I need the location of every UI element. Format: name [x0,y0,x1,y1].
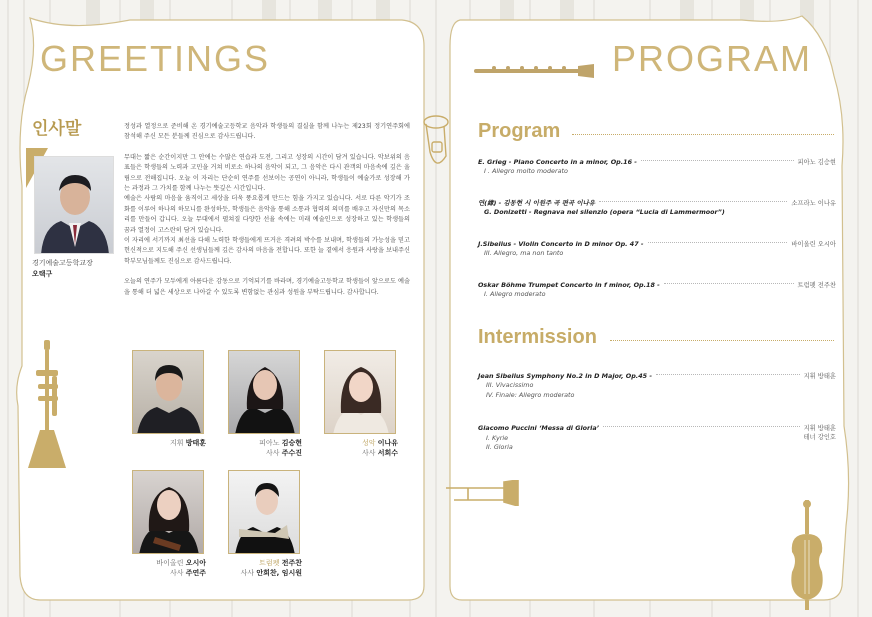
performer-caption [132,439,206,449]
program-item [478,281,836,300]
performer-label: 소프라노 이나유 [791,200,836,207]
clarinet-icon [474,64,594,78]
greeting-paragraph: 정성과 열정으로 준비해 온 경기예술고등학교 음악과 학생들의 결실을 함께 나누는 제23회 정기연주회에 참석해 주신 모든 분들께 진심으로 감사드립니다. [124,123,410,141]
piece-title: Jean Sibelius Symphony No.2 in D Major, Op.45 - [478,372,652,380]
piece-title: Oskar Böhme Trumpet Concerto in f minor, Op.18 - [478,281,660,289]
performer-caption [228,439,302,458]
trombone-icon [444,480,520,506]
performer-photo [228,350,300,434]
program-item [478,240,836,259]
program-title: PROGRAM [611,38,812,79]
program-item [478,372,836,400]
performer-label: 테너 강인호 [803,434,836,442]
performer-photo [324,350,396,434]
performer-name: 이나유 [377,439,398,447]
principal-position: 경기예술고등학교장 [32,259,93,267]
piece-title: E. Grieg - Piano Concerto in a minor, Op.16 - [478,158,637,166]
movement: I. Allegro moderato [484,290,546,299]
dotted-leader [664,283,794,284]
performer-photo [132,350,204,434]
person-silhouette-icon [229,471,300,554]
piece-title: J.Sibelius - Violin Concerto in D minor Op. 47 - [478,240,644,248]
greetings-title: GREETINGS [40,38,271,79]
teacher-role: 사사 [240,568,255,577]
performer-card [228,470,302,578]
dotted-leader [603,426,799,427]
greeting-paragraph: 이 자리에 서기까지 최선을 다해 노력한 학생들에게 뜨거운 격려의 박수를 보내며, 학생들의 가능성을 믿고 헌신적으로 지도해 주신 선생님들께 깊은 감사의 마음을 전합니다. 또한 늘 곁에서 응원과 사랑을 보내주신 학부모님들께도 진심으로 감사드립니다. [124,237,410,265]
dotted-leader [641,160,794,161]
principal-photo [34,156,114,254]
teacher-role: 사사 [361,448,376,457]
greeting-text [124,122,410,308]
teacher-name: 서희수 [377,448,398,457]
performer-caption [132,559,206,578]
principal-name: 오택구 [32,270,53,278]
performer-name: 방태훈 [185,439,206,447]
performer-name: 김승현 [281,439,302,447]
performer-caption [324,439,398,458]
heading-dotted-rule [610,340,834,341]
principal-portrait [26,148,116,258]
performer-label: 바이올린 오시아 [791,241,836,248]
performer-photo [228,470,300,554]
performer-caption [228,559,302,578]
performer-name: 오시아 [185,559,206,567]
performer-label: 지휘 방태훈 [803,425,836,432]
piece-title: Giacomo Puccini ‘Messa di Gloria’ [478,424,600,432]
performer-role: 지휘 [169,439,184,447]
performer-role: 트럼펫 [259,559,280,567]
person-silhouette-icon [133,351,204,434]
person-silhouette-icon [35,157,114,254]
program-item [478,158,836,177]
program-item [478,424,836,453]
greeting-paragraph: 무대는 짧은 순간이지만 그 안에는 수많은 연습과 도전, 그리고 성장의 시간이 담겨 있습니다. 악보위의 음표들은 학생들의 노력과 고민을 거쳐 비로소 하나의 음악이 되고, 그 음악은 다시 관객의 마음속에 깊은 울림으로 전해집니다. 오늘 이 자리는 단순히 연주를 선보이는 공연이 아니라, 학생들이 예술가로 성장해 가는 과정과 그 가치를 함께 나누는 뜻깊은 시간입니다. [124,153,410,193]
program-item [478,199,836,218]
performer-card [132,350,206,449]
performer-label: 트럼펫 전주찬 [797,282,836,289]
movement: I. Kyrie [486,433,509,442]
teacher-name: 주연주 [185,568,206,577]
movement: III. Vivacissimo [486,381,534,390]
teacher-name: 주수진 [281,448,302,457]
performer-card [228,350,302,458]
teacher-role: 사사 [265,448,280,457]
violin-icon [784,500,830,610]
movement: G. Donizetti - Regnava nel silenzio (opera “Lucia di Lammermoor”) [484,208,725,217]
dotted-leader [656,374,800,375]
teacher-role: 사사 [169,568,184,577]
movement: II. Gloria [486,443,513,452]
teacher-name: 안희찬, 임시원 [256,568,302,577]
person-silhouette-icon [133,471,204,554]
dotted-leader [599,201,788,202]
person-silhouette-icon [229,351,300,434]
dotted-leader [648,242,788,243]
heading-dotted-rule [572,134,834,135]
performer-role: 피아노 [259,439,280,447]
performer-role: 바이올린 [156,559,184,567]
performer-card [132,470,206,578]
movement: IV. Finale: Allegro moderato [486,390,575,399]
movement: I . Allegro molto moderato [484,167,568,176]
program-heading: Program [478,120,561,142]
tuba-icon [420,112,452,176]
greeting-paragraph: 오늘의 연주가 모두에게 아름다운 감동으로 기억되기를 바라며, 경기예술고등학교 학생들이 앞으로도 예술을 통해 더 넓은 세상으로 나아갈 수 있도록 변함없는 관심과 성원을 부탁드립니다. 감사합니다. [124,278,410,296]
movement: III. Allegro, ma non tanto [484,249,564,258]
performer-name: 전주찬 [281,559,302,567]
performer-label: 지휘 방태훈 [803,373,836,380]
performer-card [324,350,398,458]
person-silhouette-icon [325,351,396,434]
trumpet-icon [26,340,70,470]
greeting-paragraph: 예술은 사람의 마음을 움직이고 세상을 더욱 풍요롭게 만드는 힘을 가지고 있습니다. 서로 다른 악기가 조화를 이루어 하나의 하모니를 완성하듯, 학생들은 음악을 통해 소통과 협력의 의미를 배우고 자신만의 목소리를 만들어 갑니다. 오늘 무대에서 펼쳐질 다양한 선율 속에는 미래 예술인으로 성장하고 있는 학생들의 꿈과 열정이 고스란히 담겨 있습니다. [124,195,410,234]
performer-label: 피아노 김승현 [797,159,836,166]
performer-role: 성악 [361,439,376,447]
greeting-heading: 인사말 [32,119,82,139]
principal-caption [32,258,93,280]
performer-photo [132,470,204,554]
trumpet-icon [239,525,289,539]
piece-title: 연(緣) - 김동현 시 이원주 곡 편곡 이나유 [478,199,595,207]
intermission-heading: Intermission [478,326,597,348]
